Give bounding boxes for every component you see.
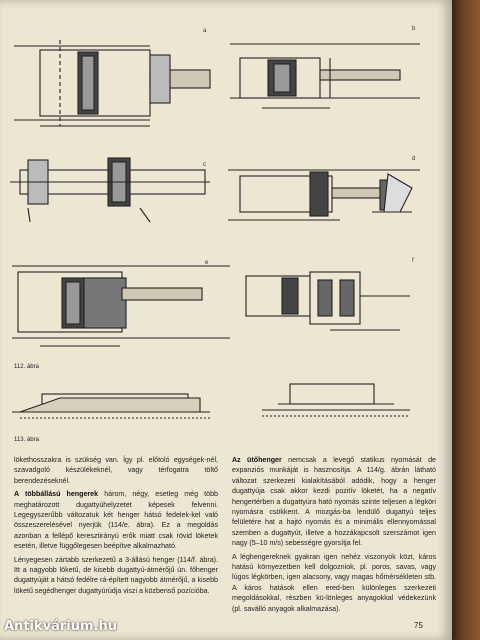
heading-impact-cylinder: Az ütőhenger — [232, 456, 282, 464]
figure-113-right — [262, 384, 410, 416]
figure-label-a: a — [203, 28, 207, 34]
book-spine — [452, 0, 480, 640]
figure-113-left — [12, 394, 210, 418]
heading-multi-position: A többállású hengerek — [14, 490, 99, 499]
right-paragraph-1 — [232, 455, 436, 549]
left-paragraph-2-text: három, négy, esetleg még több meghatározott dugattyúhelyzetet képesek felvenni. Legegyszerűbb változatuk két henger hátsó fedelek-kel való összeszerelésével nyerjük (114/e. ábra). Ez a megoldás azonban a fellépő keresztirányú erők miatt csak rövid löketek esetén, illetve függőlegesen beépítve alkalmazható. — [14, 490, 218, 551]
figure-f-cylinder — [246, 272, 410, 330]
watermark: Antikvárium.hu — [4, 619, 117, 634]
right-column — [232, 455, 436, 617]
figure-e-cylinder — [12, 266, 230, 346]
right-paragraph-2: A léghengereknek gyakran igen nehéz viszonyok közt, káros hatású környezetben kell dolgozniok, pl. poros, savas, vagy lúgos légkörben, igen alacsony, vagy magas hőmérsékleten stb. A káros hatások ellen ered-ben különleges szerkezeti megoldásokkal, részben kü-lönleges anyagokkal védekezünk (pl. saválló anyagok alkalmazása). — [232, 552, 436, 613]
figure-d-cylinder — [228, 170, 420, 220]
figure-caption-112: 112. ábra — [14, 364, 39, 370]
left-paragraph-3: Lényegesen zártabb szerkezetű a 3-állású henger (114/f. ábra). Itt a nagyobb löketű, de kisebb dugattyú-átmérőjű ún. főhenger dugattyúját a hátsó fedélre rá-épített nagyobb átmérőjű, a kisebb löketű segédhenger dugattyúrúdja viszi a közbenső pozícióba. — [14, 555, 218, 595]
left-column — [14, 455, 218, 599]
figure-caption-113: 113. ábra — [14, 437, 39, 443]
page-number: 75 — [414, 621, 423, 630]
left-paragraph-1: lökethosszakra is szükség van. Így pl. előtoló egységek-nél, szavadgoló készülékeknél, vagy térfogatra töltő berendezéseknél. — [14, 456, 218, 485]
figure-label-b: b — [412, 26, 416, 32]
right-paragraph-1-text: nemcsak a levegő statikus nyomását de expanziós munkáját is hasznosítja. A 114/g. ábrán látható változat szerkezeti kialakításából adódik, hogy a henger dugattyúja csak akkor kezdi pozitív löketét, ha a negatív hengertérben a dugattyúra ható nyomás szinte teljesen a légköri nyomásra csökkent. A mozgás-ba lendülő dugattyú teljes felületére hat a hajtó nyomás és a minimális ellennyomással szemben a dugattyút, illetve a hozzákapcsolt szerszámot igen nagy (5–10 m/s) sebességre gyorsítja fel. — [232, 456, 436, 548]
figure-c-cylinder — [10, 158, 210, 222]
figure-label-d: d — [412, 156, 416, 162]
figure-label-e: e — [205, 260, 209, 266]
figure-label-c: c — [203, 162, 206, 168]
figure-label-f: f — [412, 258, 414, 264]
left-paragraph-2 — [14, 489, 218, 551]
figure-b-cylinder — [230, 44, 420, 108]
figure-a-cylinder — [14, 40, 210, 126]
